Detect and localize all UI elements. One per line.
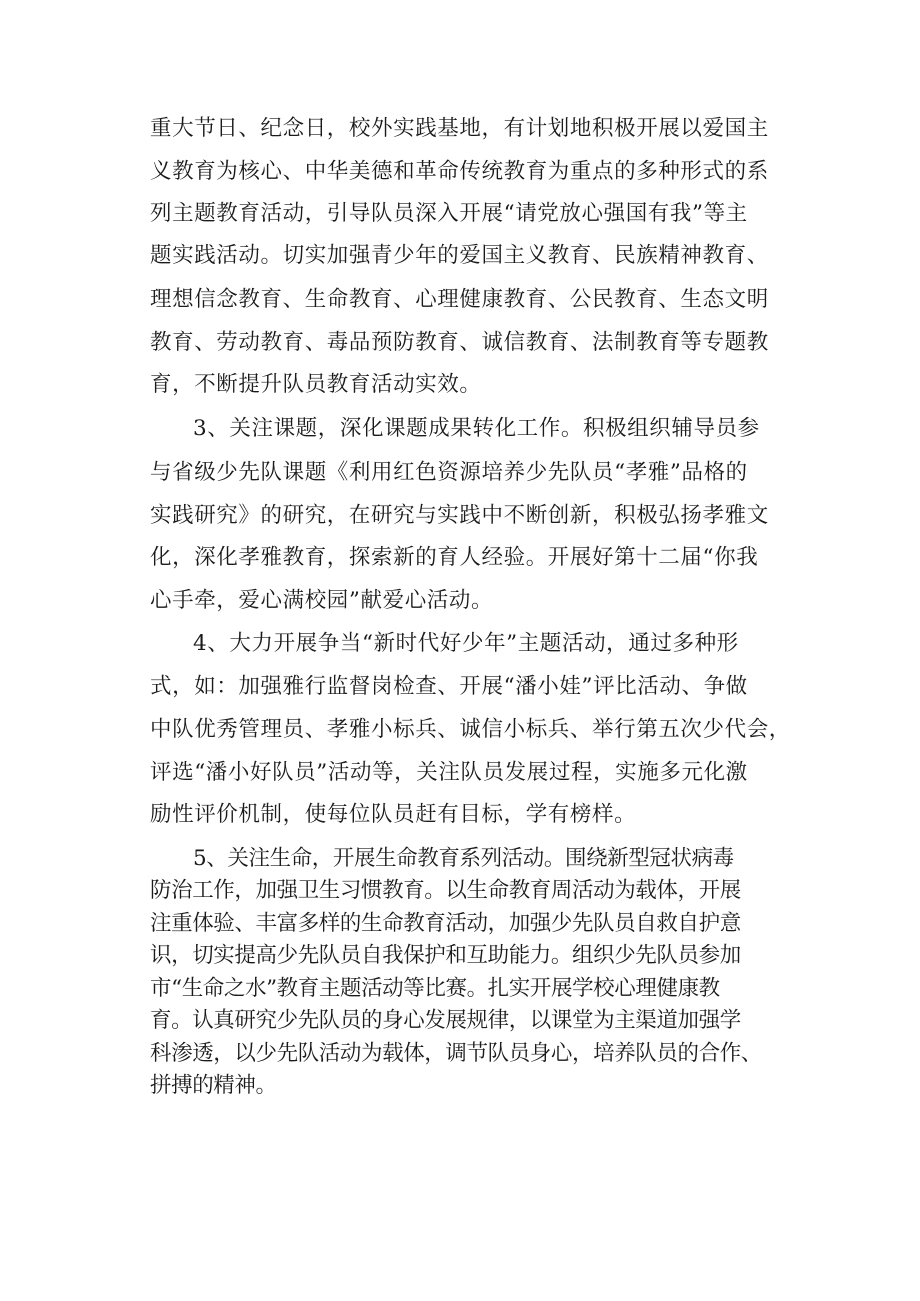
- text-line: 重大节日、纪念日，校外实践基地，有计划地积极开展以爱国主: [150, 116, 769, 141]
- text-line: 列主题教育活动，引导队员深入开展“请党放心强国有我”等主: [150, 201, 748, 226]
- text-line: 心手牵，爱心满校园”献爱心活动。: [150, 588, 494, 613]
- text-line: 式，如：加强雅行监督岗检查、开展“潘小娃”评比活动、争做: [150, 674, 748, 699]
- text-line: 评选“潘小好队员”活动等，关注队员发展过程，实施多元化激: [150, 760, 748, 785]
- text-line: 市“生命之水”教育主题活动等比赛。扎实开展学校心理健康教: [150, 976, 720, 1001]
- text-line: 防治工作，加强卫生习惯教育。以生命教育周活动为载体，开展: [150, 878, 741, 903]
- text-line: 化，深化孝雅教育，探索新的育人经验。开展好第十二届“你我: [150, 545, 759, 570]
- text-line: 义教育为核心、中华美德和革命传统教育为重点的多种形式的系: [150, 159, 769, 184]
- text-line: 3、关注课题，深化课题成果转化工作。积极组织辅导员参: [193, 416, 760, 441]
- text-line: 题实践活动。切实加强青少年的爱国主义教育、民族精神教育、: [150, 243, 769, 268]
- text-line: 实践研究》的研究，在研究与实践中不断创新，积极弘扬孝雅文: [150, 503, 769, 528]
- text-line: 教育、劳动教育、毒品预防教育、诚信教育、法制教育等专题教: [150, 330, 769, 355]
- text-line: 理想信念教育、生命教育、心理健康教育、公民教育、生态文明: [150, 287, 769, 312]
- text-line: 科渗透，以少先队活动为载体，调节队员身心，培养队员的合作、: [150, 1041, 762, 1066]
- text-line: 中队优秀管理员、孝雅小标兵、诚信小标兵、举行第五次少代会，: [150, 717, 791, 742]
- text-line: 拼搏的精神。: [150, 1073, 277, 1098]
- text-line: 与省级少先队课题《利用红色资源培养少先队员“孝雅”品格的: [150, 460, 748, 485]
- text-line: 注重体验、丰富多样的生命教育活动，加强少先队员自救自护意: [150, 911, 741, 936]
- text-line: 5、关注生命，开展生命教育系列活动。围绕新型冠状病毒: [193, 846, 734, 871]
- text-line: 4、大力开展争当“新时代好少年”主题活动，通过多种形: [193, 631, 739, 656]
- text-line: 励性评价机制，使每位队员赶有目标，学有榜样。: [150, 802, 637, 827]
- text-line: 识，切实提高少先队员自我保护和互助能力。组织少先队员参加: [150, 943, 741, 968]
- text-line: 育，不断提升队员教育活动实效。: [150, 372, 482, 397]
- text-line: 育。认真研究少先队员的身心发展规律，以课堂为主渠道加强学: [150, 1008, 741, 1033]
